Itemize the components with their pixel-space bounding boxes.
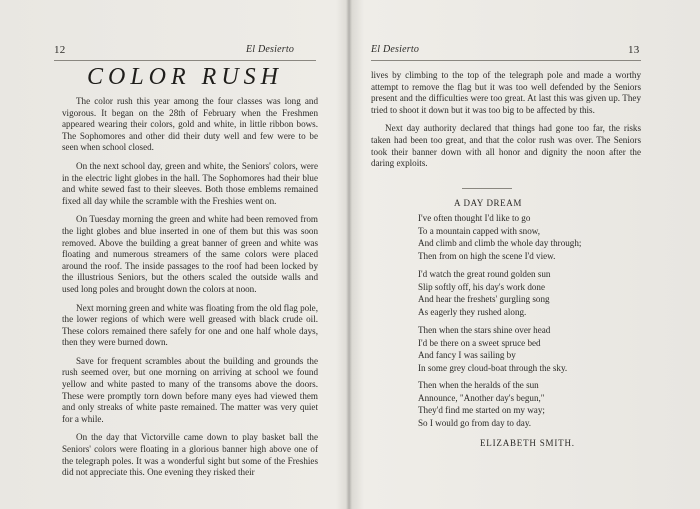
poem-stanza-2 [418, 268, 638, 318]
poem-line: Then when the heralds of the sun [418, 380, 539, 390]
poem-line: Then from on high the scene I'd view. [418, 250, 556, 261]
poem-line: And fancy I was sailing by [418, 350, 516, 361]
article-title: COLOR RUSH [86, 64, 283, 90]
poem-line: I'd watch the great round golden sun [418, 269, 551, 279]
poem-line: I'd be there on a sweet spruce bed [418, 337, 541, 348]
paragraph: Next day authority declared that things had gone too far, the risks taken had been too great, and that the color rush was over. The Seniors took their banner down with all honor and dignity the noon after the daring exploits. [371, 123, 641, 169]
poem-line: Announce, "Another day's begun," [418, 392, 545, 403]
paragraph: Save for frequent scrambles about the building and grounds the rush seemed over, but one morning on arriving at school we found yellow and white pasted to many of the transoms above the doors. These were promptly torn down before many eyes had viewed them and only streaks of white paste remained. The matter was very quiet for a while. [62, 355, 318, 424]
left-page-number: 12 [54, 44, 66, 56]
paragraph: On the day that Victorville came down to play basket ball the Seniors' colors were floating in a glorious banner high above one of the telegraph poles. It was a wonderful sight but some of the Freshies did not appreciate this. One evening they risked their [62, 432, 318, 478]
poem-stanza-1 [418, 212, 638, 262]
right-header-rule [371, 60, 641, 61]
right-running-head: El Desierto [371, 44, 420, 55]
poem-stanza-4 [418, 379, 638, 429]
poem-line: In some grey cloud-boat through the sky. [418, 362, 568, 373]
poem-line: And climb and climb the whole day through; [418, 238, 582, 249]
paragraph: On the next school day, green and white, the Seniors' colors, were in the electric light globes in the hall. The Sophomores had their blue and white sewed fast to their sleeves. Both those emblems remained fixed all day while the scramble with the Freshies went on. [62, 160, 318, 206]
paragraph: The color rush this year among the four classes was long and vigorous. It began on the 28th of February when the Freshmen appeared wearing their colors, gold and white, in little ribbon bows. The Sophomores and other did their duty well and few were to be seen when school closed. [62, 96, 318, 153]
left-header-rule [54, 60, 316, 61]
paragraph: lives by climbing to the top of the telegraph pole and made a worthy attempt to remove the flag but it was too well defended by the Seniors present and the difficulties were too great. At last this was given up. They tried to shoot it down but it was too big to be affected by this. [371, 70, 641, 115]
poem-line: So I would go from day to day. [418, 417, 532, 428]
poem-title: A DAY DREAM [454, 198, 522, 208]
section-divider [462, 188, 512, 189]
right-article-body [371, 70, 641, 177]
poem-line: Then when the stars shine over head [418, 325, 551, 335]
left-page [0, 0, 348, 509]
left-article-body [62, 96, 318, 486]
paragraph: Next morning green and white was floating from the old flag pole, the lower regions of which were well greased with black crude oil. These colors remained there safely for one and one half whole days, then they were burned down. [62, 302, 318, 348]
poem-stanza-3 [418, 324, 638, 374]
poem-line: They'd find me started on my way; [418, 405, 545, 416]
poem-line: As eagerly they rushed along. [418, 306, 527, 317]
right-page-number: 13 [628, 44, 640, 56]
left-running-head: El Desierto [246, 44, 295, 55]
poem-author: ELIZABETH SMITH. [480, 438, 575, 448]
poem-line: I've often thought I'd like to go [418, 213, 531, 223]
poem-line: And hear the freshets' gurgling song [418, 294, 550, 305]
paragraph: On Tuesday morning the green and white had been removed from the light globes and blue inserted in one of them but this was soon removed. Above the building a great banner of green and white was floating and numerous streamers of the same colors were placed around the roof. The inside passages to the roof had been locked by the illustrious Seniors, but the others scaled the outside walls and used long poles and brought down the colors at noon. [62, 214, 318, 294]
poem-line: To a mountain capped with snow, [418, 225, 541, 236]
poem-line: Slip softly off, his day's work done [418, 281, 546, 292]
